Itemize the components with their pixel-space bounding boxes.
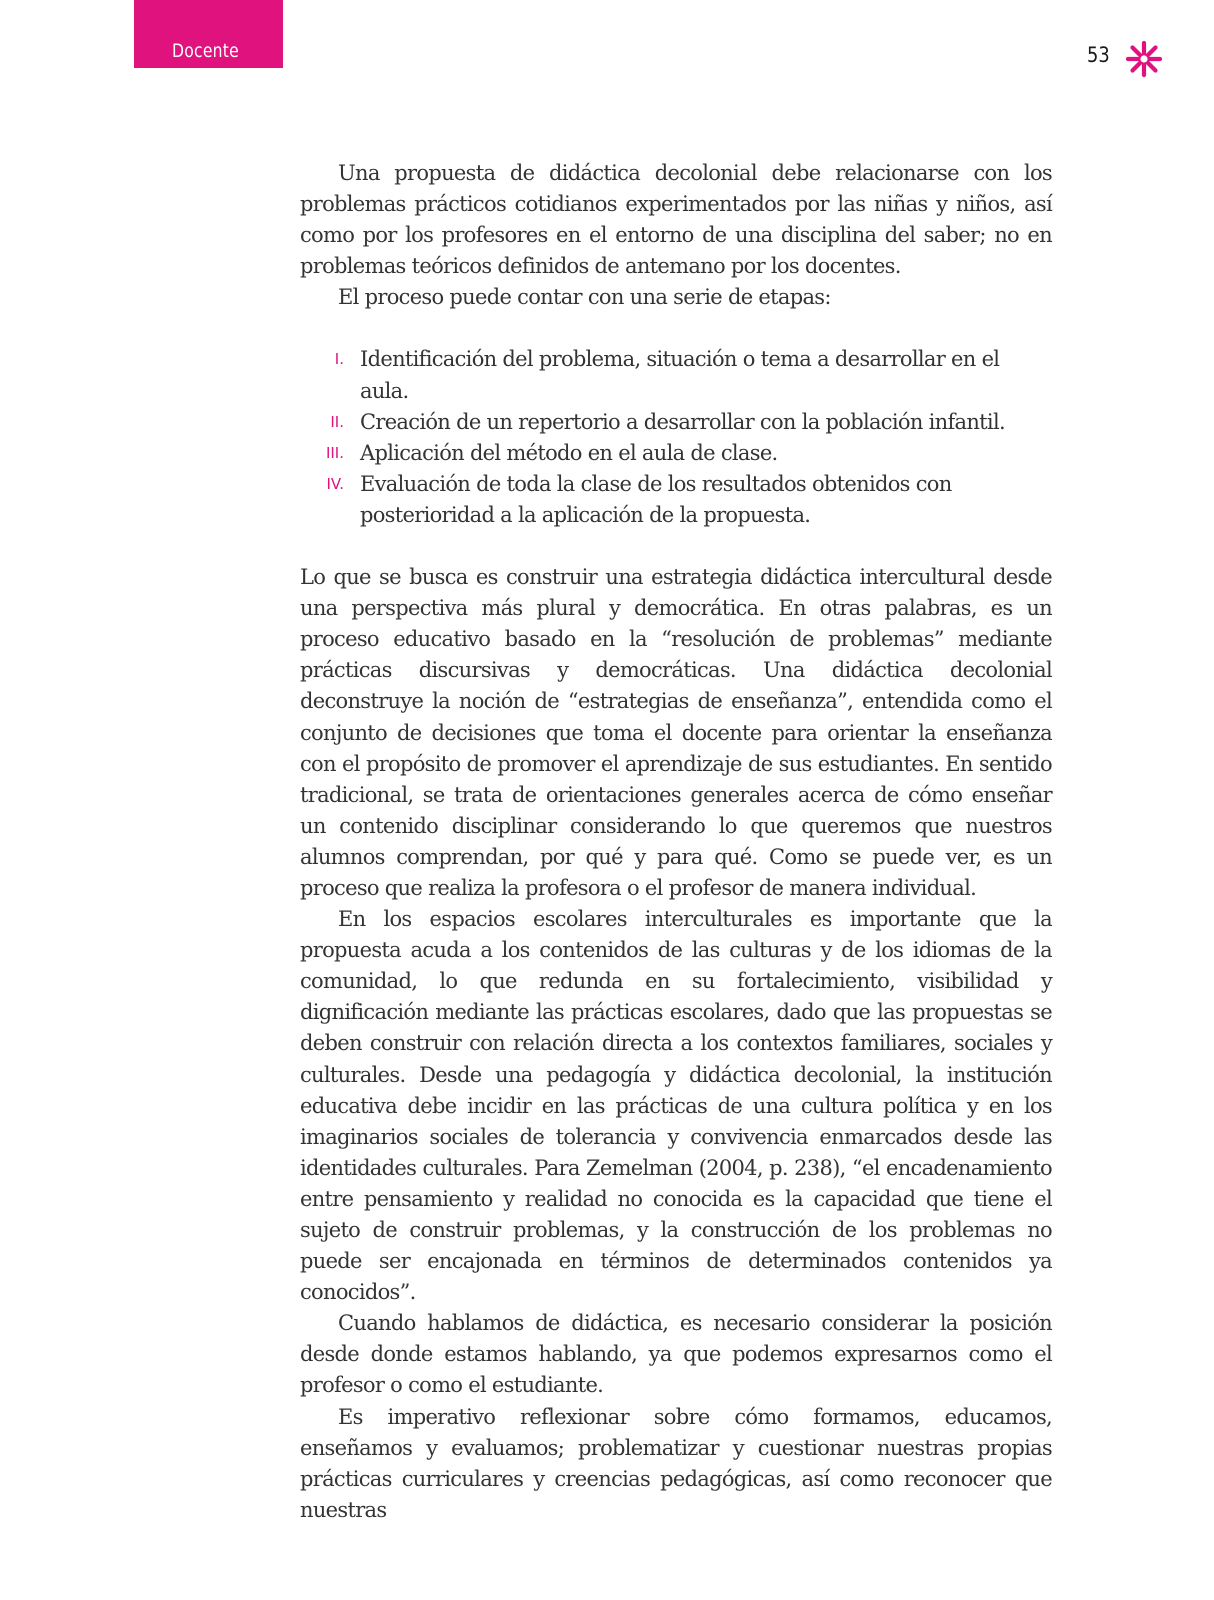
body-text: [300, 158, 1052, 1526]
section-tab-label: Docente: [172, 40, 239, 62]
page-number: 53: [1087, 43, 1110, 67]
paragraph: Lo que se busca es construir una estrategia didáctica intercultural desde una perspectiva más plural y democrática. En otras palabras, es un proceso educativo basado en la “resolución de problemas” mediante prácticas discursivas y democráticas. Una didáctica decolonial deconstruye la noción de “estrategias de enseñanza”, entendida como el conjunto de decisiones que toma el docente para orientar la enseñanza con el propósito de promover el aprendizaje de sus estudiantes. En sentido tradicional, se trata de orientaciones generales acerca de cómo enseñar un contenido disciplinar considerando lo que queremos que nuestros alumnos comprendan, por qué y para qué. Como se puede ver, es un proceso que realiza la profesora o el profesor de manera individual.: [300, 565, 1052, 900]
paragraph: Una propuesta de didáctica decolonial debe relacionarse con los problemas prácticos cotidianos experimentados por las niñas y niños, así como por los profesores en el entorno de una disciplina del saber; no en problemas teóricos definidos de antemano por los docentes.: [300, 161, 1052, 279]
section-tab: [134, 0, 283, 68]
list-item: [300, 407, 1052, 438]
list-number: II.: [330, 412, 344, 431]
list-item-text: Evaluación de toda la clase de los resultados obtenidos con posterioridad a la aplicación de la propuesta.: [360, 471, 952, 527]
list-item: [300, 438, 1052, 469]
list-item-text: Identificación del problema, situación o tema a desarrollar en el aula.: [360, 347, 1000, 403]
paragraph: En los espacios escolares interculturales es importante que la propuesta acuda a los contenidos de las culturas y de los idiomas de la comunidad, lo que redunda en su fortalecimiento, visibilidad y dignificación mediante las prácticas escolares, dado que las propuestas se deben construir con relación directa a los contextos familiares, sociales y culturales. Desde una pedagogía y didáctica decolonial, la institución educativa debe incidir en las prácticas de una cultura política y en los imaginarios sociales de tolerancia y convivencia enmarcados desde las identidades culturales. Para Zemelman (2004, p. 238), “el encadenamiento entre pensamiento y realidad no conocida es la capacidad que tiene el sujeto de construir problemas, y la construcción de los problemas no puede ser encajonada en términos de determinados contenidos ya conocidos”.: [300, 907, 1052, 1305]
paragraph: Cuando hablamos de didáctica, es necesario considerar la posición desde donde estamos hablando, ya que podemos expresarnos como el profesor o como el estudiante.: [300, 1311, 1052, 1398]
list-item-text: Aplicación del método en el aula de clase.: [360, 440, 778, 465]
paragraph: Es imperativo reflexionar sobre cómo formamos, educamos, enseñamos y evaluamos; problematizar y cuestionar nuestras propias prácticas curriculares y creencias pedagógicas, así como reconocer que nuestras: [300, 1404, 1052, 1522]
list-item: [300, 469, 1052, 531]
list-number: III.: [325, 443, 344, 462]
stages-list: [300, 344, 1052, 531]
paragraph: El proceso puede contar con una serie de etapas:: [338, 285, 831, 310]
list-number: I.: [334, 350, 344, 369]
list-item: [300, 344, 1052, 406]
list-item-text: Creación de un repertorio a desarrollar con la población infantil.: [360, 409, 1005, 434]
asterisk-star-icon: [1125, 40, 1163, 78]
list-number: IV.: [326, 474, 344, 493]
